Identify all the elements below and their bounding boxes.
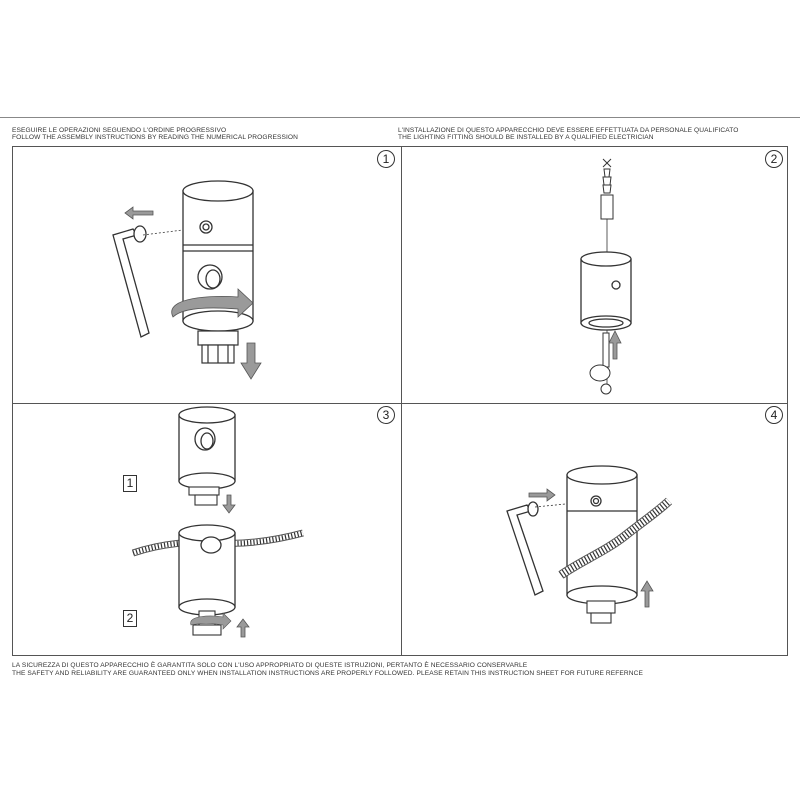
step-2-panel: [401, 147, 789, 403]
instruction-grid: [12, 146, 788, 656]
header-left-line-2: FOLLOW THE ASSEMBLY INSTRUCTIONS BY READING THE NUMERICAL PROGRESSION: [12, 134, 298, 141]
header-left-line-1: ESEGUIRE LE OPERAZIONI SEGUENDO L'ORDINE PROGRESSIVO: [12, 127, 227, 134]
up-arrow-icon: [237, 619, 249, 637]
sub-step-label-1: 1: [123, 475, 137, 492]
step-4-panel: [401, 403, 789, 657]
down-arrow-icon: [223, 495, 235, 513]
top-rule: [0, 117, 800, 118]
step-number-3: 3: [377, 406, 395, 424]
step-number-4: 4: [765, 406, 783, 424]
up-arrow-icon: [641, 581, 653, 607]
step-2-illustration: [401, 147, 789, 403]
bolt-icon: [590, 333, 611, 394]
sub-step-label-2: 2: [123, 610, 137, 627]
hex-key-icon: [507, 502, 543, 595]
footer-line-1: LA SICUREZZA DI QUESTO APPARECCHIO È GARANTITA SOLO CON L'USO APPROPRIATO DI QUESTE ISTRUZIONI, PERTANTO È NECESSARIO CONSERVARLE: [12, 662, 528, 669]
step-number-2: 2: [765, 150, 783, 168]
header-right-line-1: L'INSTALLAZIONE DI QUESTO APPARECCHIO DEVE ESSERE EFFETTUATA DA PERSONALE QUALIFICATO: [398, 127, 739, 134]
cylinder-body-icon: [179, 407, 235, 489]
header-right-line-2: THE LIGHTING FITTING SHOULD BE INSTALLED BY A QUALIFIED ELECTRICIAN: [398, 134, 654, 141]
cylinder-body-icon: [581, 252, 631, 330]
cylinder-body-icon: [179, 525, 235, 615]
step-3-panel: [13, 403, 401, 657]
ceiling-mark-icon: [603, 159, 611, 167]
down-arrow-icon: [241, 343, 261, 379]
left-right-arrow-icon: [125, 207, 153, 219]
step-1-panel: [13, 147, 401, 403]
anchor-screw-icon: [601, 169, 613, 219]
nut-icon: [198, 331, 238, 363]
footer-line-2: THE SAFETY AND RELIABILITY ARE GUARANTEED ONLY WHEN INSTALLATION INSTRUCTIONS ARE PROPERLY FOLLOWED. PLEASE RETAIN THIS INSTRUCTION SHEET FOR FUTURE REFERNCE: [12, 670, 643, 677]
step-4-illustration: [401, 403, 789, 657]
hex-key-icon: [113, 226, 149, 337]
step-3-illustration: [13, 403, 401, 657]
right-arrow-icon: [529, 489, 555, 501]
step-1-illustration: [13, 147, 401, 403]
up-arrow-icon: [609, 331, 621, 359]
step-number-1: 1: [377, 150, 395, 168]
nut-icon: [587, 601, 615, 623]
nut-icon: [189, 487, 219, 505]
